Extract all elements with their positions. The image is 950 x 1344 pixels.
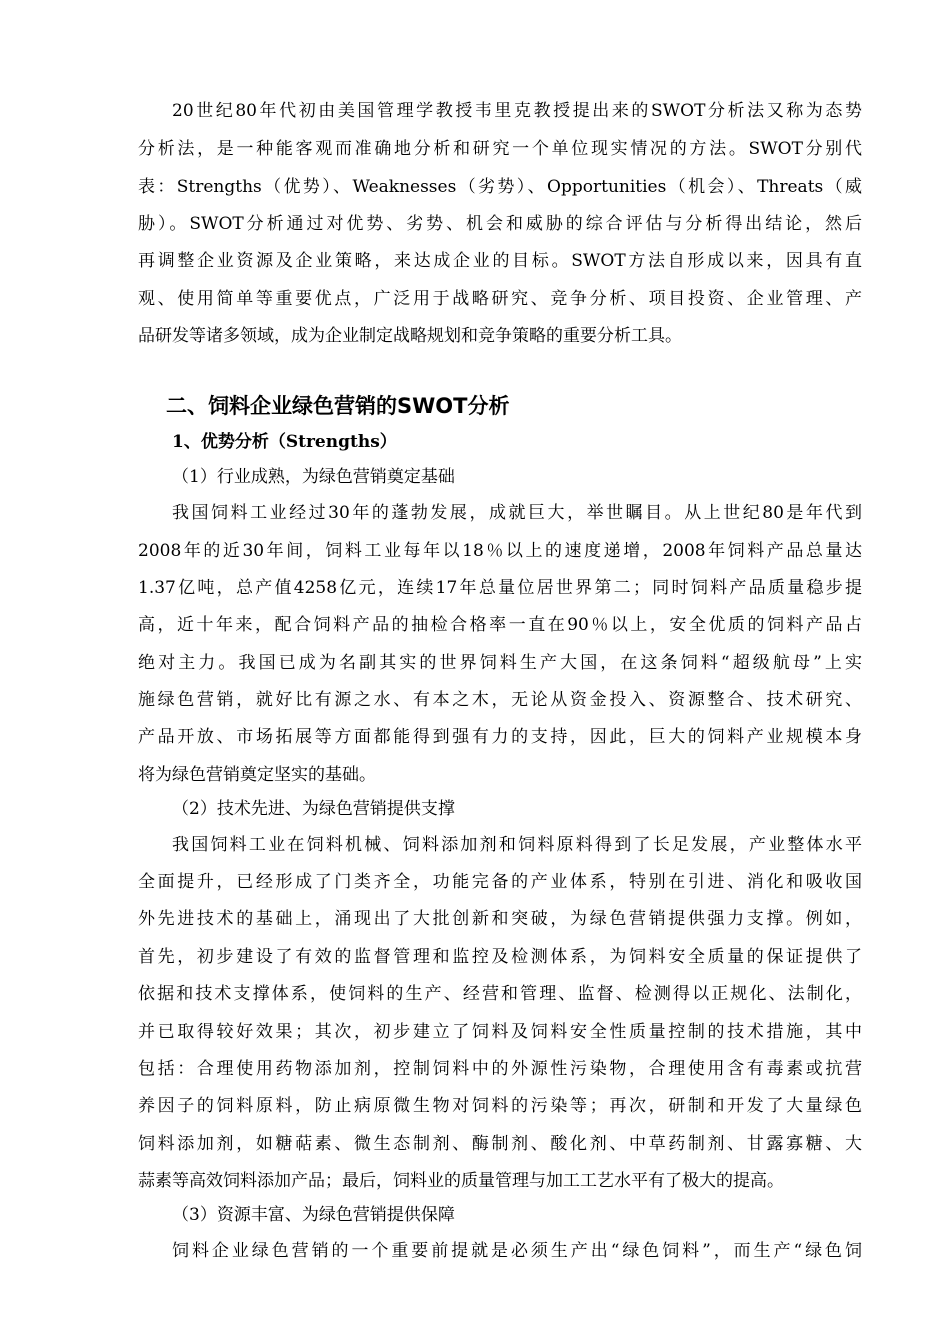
body-line: 施绿色营销，就好比有源之水、有本之木，无论从资金投入、资源整合、技术研究、	[138, 690, 862, 710]
intro-line: 观、使用简单等重要优点，广泛用于战略研究、竞争分析、项目投资、企业管理、产	[138, 289, 862, 309]
body-line: 首先，初步建设了有效的监督管理和监控及检测体系，为饲料安全质量的保证提供了	[138, 947, 862, 967]
body-line: 养因子的饲料原料，防止病原微生物对饲料的污染等；再次，研制和开发了大量绿色	[138, 1096, 862, 1116]
body-line: 绝对主力。我国已成为名副其实的世界饲料生产大国，在这条饲料“超级航母”上实	[138, 653, 862, 673]
intro-line: 20世纪80年代初由美国管理学教授韦里克教授提出来的SWOT分析法又称为态势	[172, 101, 862, 121]
point-title: （1）行业成熟，为绿色营销奠定基础	[172, 467, 455, 487]
point-title: （3）资源丰富、为绿色营销提供保障	[172, 1205, 455, 1225]
body-line: 包括：合理使用药物添加剂，控制饲料中的外源性污染物，合理使用含有毒素或抗营	[138, 1059, 862, 1079]
intro-line: 分析法，是一种能客观而准确地分析和研究一个单位现实情况的方法。SWOT分别代	[138, 139, 862, 159]
body-line: 2008年的近30年间，饲料工业每年以18％以上的速度递增，2008年饲料产品总量达	[138, 541, 862, 561]
intro-line: 品研发等诸多领域，成为企业制定战略规划和竞争策略的重要分析工具。	[138, 326, 682, 346]
body-line: 将为绿色营销奠定坚实的基础。	[138, 765, 376, 785]
body-line: 依据和技术支撑体系，使饲料的生产、经营和管理、监督、检测得以正规化、法制化，	[138, 984, 862, 1004]
intro-line: 胁）。SWOT分析通过对优势、劣势、机会和威胁的综合评估与分析得出结论，然后	[138, 214, 862, 234]
intro-line: 表：Strengths（优势）、Weaknesses（劣势）、Opportunities（机会）、Threats（威	[138, 177, 862, 197]
point-title: （2）技术先进、为绿色营销提供支撑	[172, 799, 455, 819]
body-line: 并已取得较好效果；其次，初步建立了饲料及饲料安全性质量控制的技术措施，其中	[138, 1022, 862, 1042]
body-line: 高，近十年来，配合饲料产品的抽检合格率一直在90％以上，安全优质的饲料产品占	[138, 615, 862, 635]
body-line: 产品开放、市场拓展等方面都能得到强有力的支持，因此，巨大的饲料产业规模本身	[138, 727, 862, 747]
body-line: 全面提升，已经形成了门类齐全，功能完备的产业体系，特别在引进、消化和吸收国	[138, 872, 862, 892]
body-line: 饲料企业绿色营销的一个重要前提就是必须生产出“绿色饲料”，而生产“绿色饲	[172, 1241, 862, 1261]
body-line: 蒜素等高效饲料添加产品；最后，饲料业的质量管理与加工工艺水平有了极大的提高。	[138, 1171, 784, 1191]
intro-line: 再调整企业资源及企业策略，来达成企业的目标。SWOT方法自形成以来，因具有直	[138, 251, 862, 271]
body-line: 我国饲料工业经过30年的蓬勃发展，成就巨大，举世瞩目。从上世纪80是年代到	[172, 503, 862, 523]
subsection-heading: 1、优势分析（Strengths）	[172, 432, 397, 452]
body-line: 1.37亿吨，总产值4258亿元，连续17年总量位居世界第二；同时饲料产品质量稳步提	[138, 578, 862, 598]
body-line: 我国饲料工业在饲料机械、饲料添加剂和饲料原料得到了长足发展，产业整体水平	[172, 835, 862, 855]
body-line: 外先进技术的基础上，涌现出了大批创新和突破，为绿色营销提供强力支撑。例如，	[138, 909, 862, 929]
section-heading: 二、饲料企业绿色营销的SWOT分析	[166, 394, 510, 418]
body-line: 饲料添加剂，如糖萜素、微生态制剂、酶制剂、酸化剂、中草药制剂、甘露寡糖、大	[138, 1134, 862, 1154]
